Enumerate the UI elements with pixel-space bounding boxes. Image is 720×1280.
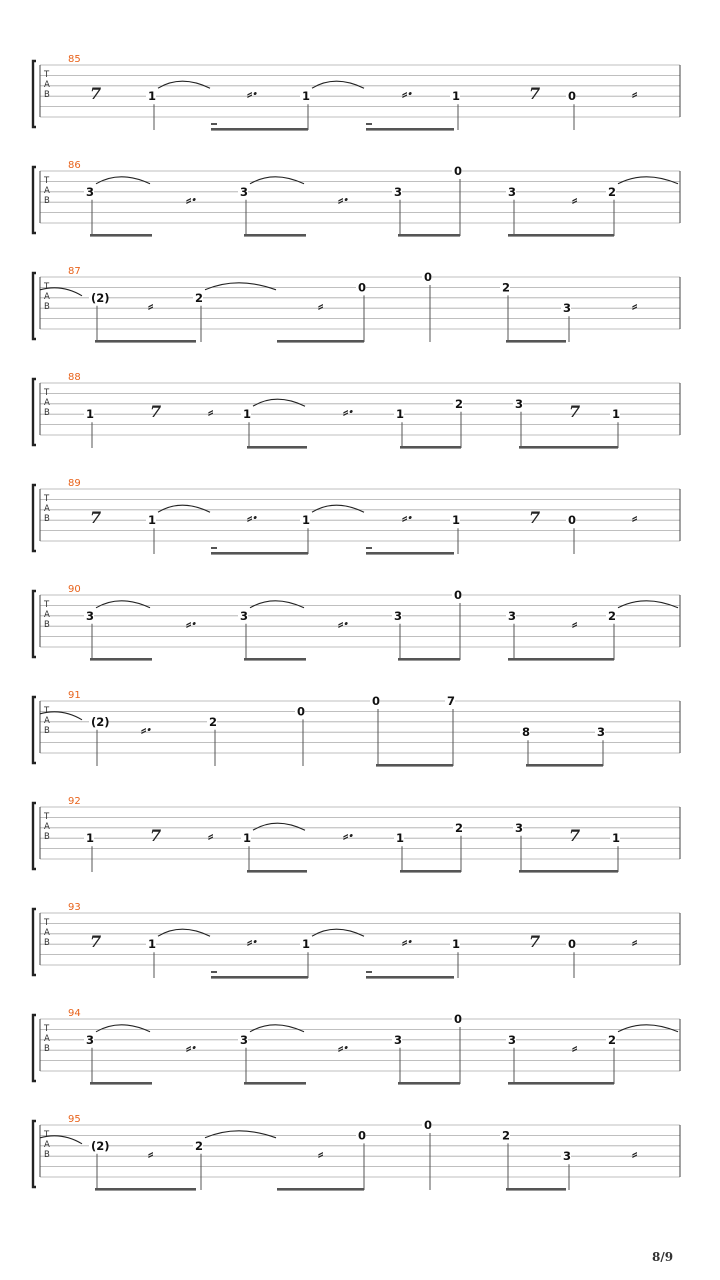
fret-number: 1 <box>452 513 461 528</box>
tab-clef-letter: T <box>44 706 50 716</box>
tab-clef-letter: B <box>44 726 50 736</box>
fret-number: 1 <box>148 937 157 952</box>
tab-system <box>33 1008 680 1085</box>
rest-symbol: ⸗ <box>632 508 638 527</box>
page-number: 8/9 <box>652 1250 674 1264</box>
rest-symbol: ⸗· <box>343 402 354 421</box>
rest-symbol: 7 <box>529 508 541 527</box>
fret-number: 3 <box>508 1032 517 1047</box>
tab-system <box>33 690 680 767</box>
rest-symbol: 7 <box>569 826 581 845</box>
tab-clef-letter: A <box>44 398 50 408</box>
tab-clef-letter: A <box>44 716 50 726</box>
fret-number: 3 <box>240 608 249 623</box>
rest-symbol: 7 <box>529 932 541 951</box>
rest-symbol: ⸗· <box>402 84 413 103</box>
tie <box>250 601 304 608</box>
fret-number: 2 <box>455 820 464 835</box>
tab-system <box>33 478 680 555</box>
beam <box>211 552 308 555</box>
rest-symbol: 7 <box>569 402 581 421</box>
fret-number: 1 <box>396 407 405 422</box>
beam <box>508 234 614 237</box>
tab-clef-letter: T <box>44 1130 50 1140</box>
rest-symbol: ⸗· <box>343 826 354 845</box>
measure-number: 94 <box>68 1008 81 1019</box>
tie <box>96 1025 150 1032</box>
tab-clef-letter: B <box>44 938 50 948</box>
beam <box>90 234 152 237</box>
rest-symbol: 7 <box>90 932 102 951</box>
fret-number: 1 <box>612 407 621 422</box>
beam <box>366 552 454 555</box>
fret-number: 2 <box>608 1032 617 1047</box>
beam-secondary <box>366 123 372 125</box>
beam <box>244 658 306 661</box>
measure-number: 93 <box>68 902 81 913</box>
fret-number: 2 <box>455 396 464 411</box>
tab-clef-letter: B <box>44 1150 50 1160</box>
fret-number: 0 <box>454 588 463 602</box>
tab-clef-letter: T <box>44 494 50 504</box>
fret-number: 3 <box>597 725 606 740</box>
fret-number: 3 <box>394 184 403 199</box>
fret-number: 0 <box>358 280 367 295</box>
fret-number: 1 <box>302 513 311 528</box>
beam <box>366 128 454 131</box>
rest-symbol: ⸗· <box>141 720 152 739</box>
fret-number: 3 <box>86 1032 95 1047</box>
fret-number: 0 <box>454 164 463 178</box>
fret-number: 0 <box>568 89 577 104</box>
tab-clef-letter: T <box>44 812 50 822</box>
tie <box>205 1131 276 1138</box>
measure-number: 85 <box>68 54 81 65</box>
fret-number: (2) <box>91 290 110 305</box>
beam <box>366 976 454 979</box>
tab-clef-letter: B <box>44 1044 50 1054</box>
system-bracket <box>33 379 36 445</box>
beam <box>247 870 307 873</box>
beam-secondary <box>211 971 217 973</box>
tab-clef-letter: A <box>44 292 50 302</box>
rest-symbol: ⸗ <box>572 1038 578 1057</box>
fret-number: 1 <box>148 513 157 528</box>
tab-clef-letter: B <box>44 514 50 524</box>
tab-clef-letter: B <box>44 90 50 100</box>
tab-clef-letter: A <box>44 80 50 90</box>
tie <box>205 283 276 290</box>
fret-number: 0 <box>297 704 306 719</box>
tab-clef-letter: A <box>44 610 50 620</box>
tie <box>158 81 210 88</box>
beam <box>211 128 308 131</box>
tie <box>250 1025 304 1032</box>
system-bracket <box>33 1121 36 1187</box>
fret-number: 1 <box>302 89 311 104</box>
fret-number: 1 <box>86 407 95 422</box>
rest-symbol: ⸗· <box>338 614 349 633</box>
system-bracket <box>33 273 36 339</box>
beam <box>95 340 196 343</box>
measure-number: 95 <box>68 1114 81 1125</box>
tab-clef-letter: B <box>44 620 50 630</box>
beam <box>526 764 603 767</box>
tie <box>158 929 210 936</box>
rest-symbol: ⸗ <box>208 402 214 421</box>
measure-number: 87 <box>68 266 81 277</box>
fret-number: 8 <box>522 725 531 740</box>
tie <box>96 177 150 184</box>
fret-number: 1 <box>148 89 157 104</box>
tie <box>312 81 364 88</box>
tab-clef-letter: T <box>44 176 50 186</box>
rest-symbol: ⸗· <box>186 614 197 633</box>
fret-number: 3 <box>508 608 517 623</box>
tie <box>618 177 678 184</box>
beam <box>508 1082 614 1085</box>
fret-number: 0 <box>568 513 577 528</box>
rest-symbol: ⸗ <box>632 932 638 951</box>
tab-clef-letter: T <box>44 70 50 80</box>
tie <box>253 823 305 830</box>
fret-number: 1 <box>86 831 95 846</box>
system-bracket <box>33 485 36 551</box>
beam <box>247 446 307 449</box>
rest-symbol: ⸗· <box>338 1038 349 1057</box>
system-bracket <box>33 167 36 233</box>
rest-symbol: ⸗ <box>572 190 578 209</box>
measure-number: 91 <box>68 690 81 701</box>
tie <box>250 177 304 184</box>
tie <box>158 505 210 512</box>
beam <box>95 1188 196 1191</box>
fret-number: 3 <box>508 184 517 199</box>
tab-clef-letter: B <box>44 302 50 312</box>
beam <box>90 1082 152 1085</box>
rest-symbol: ⸗· <box>186 1038 197 1057</box>
fret-number: 1 <box>612 831 621 846</box>
rest-symbol: ⸗ <box>572 614 578 633</box>
beam <box>90 658 152 661</box>
fret-number: 0 <box>454 1012 463 1026</box>
fret-number: 0 <box>568 937 577 952</box>
beam <box>277 340 364 343</box>
rest-symbol: 7 <box>150 402 162 421</box>
fret-number: 7 <box>447 694 456 708</box>
system-bracket <box>33 909 36 975</box>
tab-clef-letter: T <box>44 282 50 292</box>
tab-clef-letter: T <box>44 600 50 610</box>
rest-symbol: ⸗· <box>247 84 258 103</box>
tab-clef-letter: B <box>44 832 50 842</box>
beam-secondary <box>366 971 372 973</box>
rest-symbol: 7 <box>150 826 162 845</box>
rest-symbol: 7 <box>90 84 102 103</box>
tab-system <box>33 1114 680 1191</box>
tie <box>96 601 150 608</box>
tab-system <box>33 796 680 873</box>
beam <box>519 446 618 449</box>
fret-number: 2 <box>608 608 617 623</box>
beam <box>398 234 460 237</box>
fret-number: 3 <box>240 184 249 199</box>
tab-clef-letter: T <box>44 388 50 398</box>
fret-number: 1 <box>243 831 252 846</box>
measure-number: 90 <box>68 584 81 595</box>
fret-number: 3 <box>563 1149 572 1164</box>
tab-clef-letter: A <box>44 822 50 832</box>
fret-number: 1 <box>452 89 461 104</box>
beam <box>211 976 308 979</box>
beam <box>519 870 618 873</box>
rest-symbol: ⸗· <box>186 190 197 209</box>
system-bracket <box>33 61 36 127</box>
tab-system <box>33 54 680 131</box>
beam <box>506 340 566 343</box>
tab-system <box>33 584 680 661</box>
rest-symbol: ⸗ <box>632 1144 638 1163</box>
rest-symbol: ⸗· <box>247 932 258 951</box>
rest-symbol: 7 <box>529 84 541 103</box>
tab-clef-letter: B <box>44 408 50 418</box>
tie <box>312 929 364 936</box>
fret-number: 3 <box>563 301 572 316</box>
measure-number: 86 <box>68 160 81 171</box>
rest-symbol: ⸗ <box>148 1144 154 1163</box>
measure-number: 92 <box>68 796 81 807</box>
fret-number: 2 <box>502 280 511 295</box>
fret-number: 0 <box>424 270 433 284</box>
fret-number: 3 <box>86 184 95 199</box>
tab-clef-letter: A <box>44 504 50 514</box>
beam-secondary <box>366 547 372 549</box>
beam <box>398 1082 460 1085</box>
fret-number: 2 <box>195 1138 204 1153</box>
fret-number: 1 <box>452 937 461 952</box>
beam <box>506 1188 566 1191</box>
system-bracket <box>33 1015 36 1081</box>
rest-symbol: ⸗ <box>208 826 214 845</box>
beam <box>244 234 306 237</box>
fret-number: 3 <box>394 608 403 623</box>
fret-number: 3 <box>86 608 95 623</box>
rest-symbol: ⸗ <box>318 1144 324 1163</box>
tab-clef-letter: A <box>44 928 50 938</box>
tab-clef-letter: A <box>44 186 50 196</box>
beam <box>398 658 460 661</box>
measure-number: 88 <box>68 372 81 383</box>
beam <box>244 1082 306 1085</box>
tab-system <box>33 902 680 979</box>
rest-symbol: 7 <box>90 508 102 527</box>
tie <box>312 505 364 512</box>
tab-clef-letter: A <box>44 1140 50 1150</box>
system-bracket <box>33 697 36 763</box>
fret-number: 1 <box>243 407 252 422</box>
beam <box>400 446 461 449</box>
rest-symbol: ⸗ <box>318 296 324 315</box>
fret-number: 1 <box>396 831 405 846</box>
rest-symbol: ⸗· <box>402 508 413 527</box>
tab-system <box>33 266 680 343</box>
tie <box>618 1025 678 1032</box>
rest-symbol: ⸗· <box>247 508 258 527</box>
beam <box>277 1188 364 1191</box>
fret-number: 2 <box>209 714 218 729</box>
fret-number: 3 <box>394 1032 403 1047</box>
system-bracket <box>33 591 36 657</box>
rest-symbol: ⸗ <box>632 296 638 315</box>
fret-number: 3 <box>515 820 524 835</box>
fret-number: 2 <box>195 290 204 305</box>
fret-number: 2 <box>502 1128 511 1143</box>
rest-symbol: ⸗· <box>402 932 413 951</box>
tab-clef-letter: A <box>44 1034 50 1044</box>
beam <box>508 658 614 661</box>
fret-number: 0 <box>372 694 381 708</box>
fret-number: 2 <box>608 184 617 199</box>
beam-secondary <box>211 123 217 125</box>
fret-number: 0 <box>358 1128 367 1143</box>
rest-symbol: ⸗· <box>338 190 349 209</box>
measure-number: 89 <box>68 478 81 489</box>
fret-number: (2) <box>91 1138 110 1153</box>
beam <box>400 870 461 873</box>
rest-symbol: ⸗ <box>148 296 154 315</box>
tie <box>618 601 678 608</box>
fret-number: 1 <box>302 937 311 952</box>
tab-system <box>33 372 680 449</box>
fret-number: 3 <box>515 396 524 411</box>
tab-clef-letter: T <box>44 918 50 928</box>
fret-number: 0 <box>424 1118 433 1132</box>
fret-number: 3 <box>240 1032 249 1047</box>
rest-symbol: ⸗ <box>632 84 638 103</box>
tab-system <box>33 160 680 237</box>
beam <box>376 764 453 767</box>
fret-number: (2) <box>91 714 110 729</box>
tab-clef-letter: B <box>44 196 50 206</box>
system-bracket <box>33 803 36 869</box>
beam-secondary <box>211 547 217 549</box>
tab-clef-letter: T <box>44 1024 50 1034</box>
tie <box>253 399 305 406</box>
